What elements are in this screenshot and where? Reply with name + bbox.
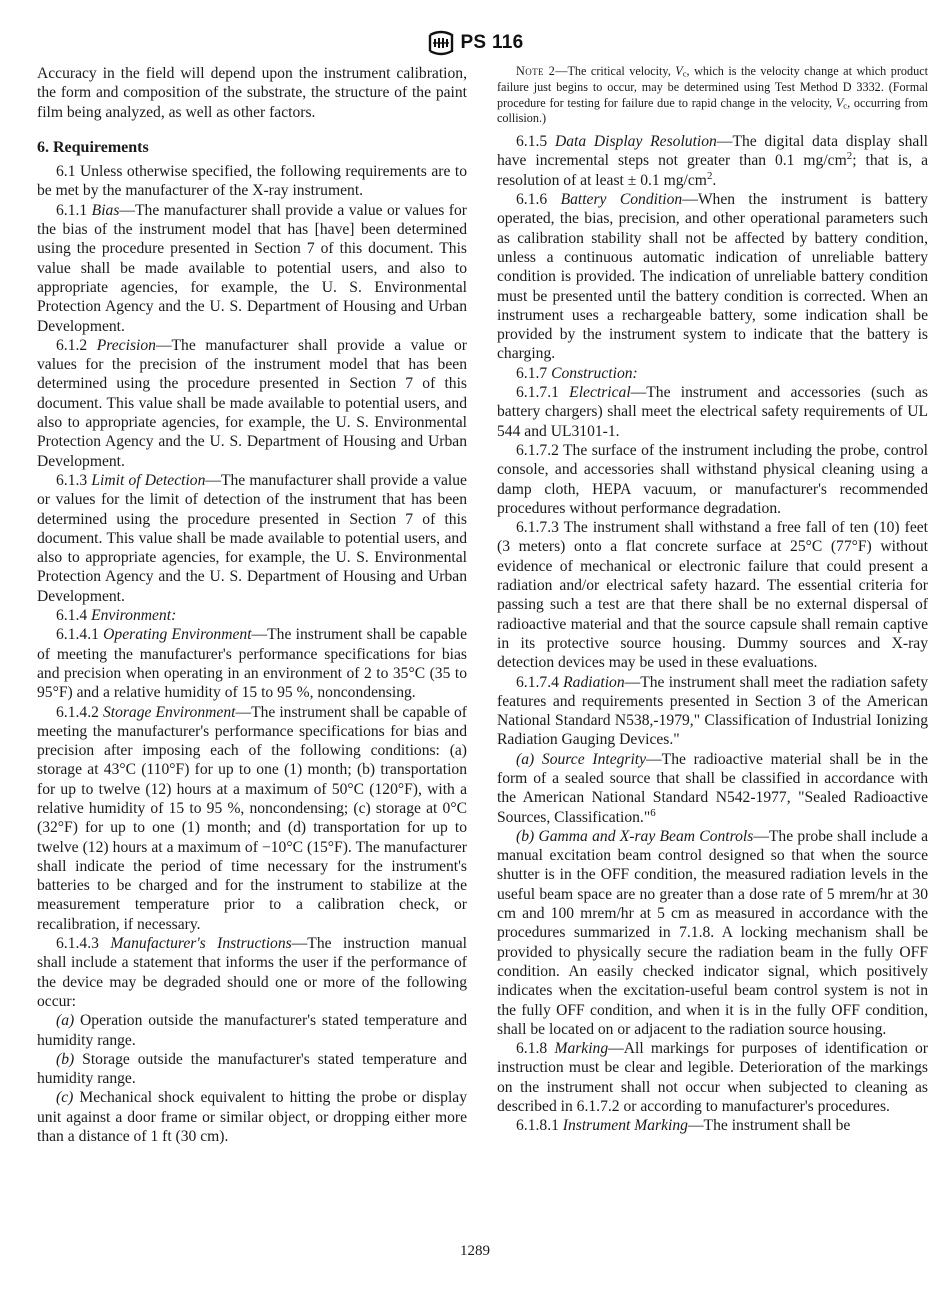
paragraph-6-1-6: 6.1.6 Battery Condition—When the instrument is battery operated, the bias, precision, and other operational parameters such as calibration stability shall not be affected by battery condition, unless a continuous automatic indication of unreliable battery condition is provided. The indication of unreliable battery condition must be presented until the battery condition is corrected. When an instrument uses a rechargeable battery, some indication shall be provided by the instrument system to indicate that the battery is charging.	[497, 191, 928, 363]
paragraph-6-1-5: 6.1.5 Data Display Resolution—The digital data display shall have incremental steps not greater than 0.1 $mg/cm^2$; that is, a resolution of at least ± 0.1 $mg/cm^2$.	[497, 133, 928, 189]
paragraph-6-1-4-2: 6.1.4.2 Storage Environment—The instrument shall be capable of meeting the manufacturer's performance specifications for bias and precision after imposing each of the following conditions: (a) storage at 43°C (110°F) for up to one (1) month; (b) transportation for up to twelve (12) hours at a maximum of 50°C (120°F), with a relative humidity of 15 to 95 %, noncondensing; (c) storage at 0°C (32°F) for up to one (1) month; and (d) transportation for up to twelve (12) hours at a maximum of −10°C (15°F). The manufacturer shall indicate the period of time necessary for the instrument's batteries to be charged and for the instrument to stabilize at the measurement temperature prior to a calibration check, or recalibration, if necessary.	[37, 703, 467, 933]
paragraph-6-1-2: 6.1.2 Precision—The manufacturer shall provide a value or values for the precision of the instrument model that has been determined using the procedure presented in Section 7 of this document. This value shall be made available to potential users, and also to appropriate agencies, for example, the U. S. Environmental Protection Agency and the U. S. Department of Housing and Urban Development.	[37, 336, 467, 470]
page-header	[0, 30, 950, 61]
list-item-a: (a) Operation outside the manufacturer's stated temperature and humidity range.	[37, 1012, 467, 1049]
right-column	[497, 64, 928, 1136]
paragraph-6-1-8: 6.1.8 Marking—All markings for purposes of identification or instruction must be clear and legible. Deterioration of the markings on the instrument shall not occur when subjected to cleaning as described in 6.1.7.2 or according to manufacturer's procedures.	[497, 1040, 928, 1116]
list-item-c: (c) Mechanical shock equivalent to hitting the probe or display unit against a door frame or similar object, or dropping either more than a distance of 1 ft (30 cm).	[37, 1089, 467, 1146]
list-item-beam-controls: (b) Gamma and X-ray Beam Controls—The probe shall include a manual excitation beam control designed so that when the source shutter is in the OFF condition, the measured radiation levels in the useful beam space are no greater than a dose rate of 5 mrem/hr at 30 cm and 100 mrem/hr at 5 cm as measured in accordance with the procedures summarized in 7.1.8. A locking mechanism shall be provided to physically secure the radiation beam in the fully OFF condition. An easily checked indicator signal, which positively indicates when the excitation-useful beam control system is not in the fully OFF condition, and when it is in the fully OFF condition, shall be located on or adjacent to the radiation source housing.	[497, 827, 928, 1038]
page-number: 1289	[460, 1243, 490, 1259]
paragraph-6-1-4-1: 6.1.4.1 Operating Environment—The instrument shall be capable of meeting the manufacturer's performance specifications for bias and precision when operating in an environment of 2 to 35°C (35 to 95°F) and a relative humidity of 15 to 95 %, noncondensing.	[37, 626, 467, 702]
note-2: Note 2—The critical velocity, $V_c$, which is the velocity change at which product failure just begins to occur, may be determined using Test Method D 3332. (Formal procedure for testing for failure due to rapid change in the velocity, $V_c$, occurring from collision.)	[497, 64, 929, 126]
paragraph-6-1-7-4: 6.1.7.4 Radiation—The instrument shall meet the radiation safety features and requirements presented in Section 3 of the American National Standard N538,-1979," Classification of Industrial Ionizing Radiation Gauging Devices."	[497, 673, 929, 749]
intro-paragraph: Accuracy in the field will depend upon the instrument calibration, the form and composition of the substrate, the structure of the paint film being analyzed, as well as other factors.	[37, 65, 467, 121]
paragraph-6-1-4-3: 6.1.4.3 Manufacturer's Instructions—The instruction manual shall include a statement that informs the user if the performance of the device may be degraded should one or more of the following occur:	[37, 935, 467, 1010]
paragraph-6-1-7: 6.1.7 Construction:	[516, 364, 638, 382]
left-column	[37, 64, 467, 1146]
document-id: PS 116	[460, 32, 524, 53]
paragraph-6-1: 6.1 Unless otherwise specified, the following requirements are to be met by the manufacturer of the X-ray instrument.	[37, 163, 467, 200]
paragraph-6-1-7-2: 6.1.7.2 The surface of the instrument including the probe, control console, and accessories shall withstand physical cleaning using a damp cloth, HEPA vacuum, or manufacturer's recommended procedures without performance degradation.	[497, 441, 928, 517]
paragraph-6-1-7-3: 6.1.7.3 The instrument shall withstand a free fall of ten (10) feet (3 meters) onto a flat concrete surface at 25°C (77°F) without evidence of mechanical or electronic failure that could present a radiation and/or electrical safety hazard. The essential criteria for passing such a test are that there shall be no external dispersal of radioactive material and that the source capsule shall remain captive in its protective source housing. Dummy sources and X-ray detection devices may be used in these evaluations.	[497, 519, 928, 672]
paragraph-6-1-4: 6.1.4 Environment:	[56, 607, 177, 625]
section-heading: 6. Requirements	[37, 138, 149, 156]
paragraph-6-1-1: 6.1.1 Bias—The manufacturer shall provide a value or values for the bias of the instrument model that has [have] been determined using the procedure presented in Section 7 of this document. This value shall be made available to potential users, and also to appropriate agencies, for example, the U. S. Environmental Protection Agency and the U. S. Department of Housing and Urban Development.	[37, 201, 467, 335]
astm-logo-icon	[426, 30, 456, 56]
paragraph-6-1-8-1: 6.1.8.1 Instrument Marking—The instrument shall be	[516, 1117, 851, 1135]
list-item-b: (b) Storage outside the manufacturer's stated temperature and humidity range.	[37, 1050, 467, 1088]
list-item-source-integrity: (a) Source Integrity—The radioactive material shall be in the form of a sealed source that shall be classified in accordance with the American National Standard N542-1977, "Sealed Radioactive Sources, Classification."$^6$	[497, 750, 928, 826]
paragraph-6-1-7-1: 6.1.7.1 Electrical—The instrument and accessories (such as battery chargers) shall meet the electrical safety requirements of UL 544 and UL3101-1.	[497, 384, 929, 440]
paragraph-6-1-3: 6.1.3 Limit of Detection—The manufacturer shall provide a value or values for the limit of detection of the instrument that has been determined using the procedure presented in Section 7 of this document. This value shall be made available to potential users, and also to appropriate agencies, for example, the U. S. Environmental Protection Agency and the U. S. Department of Housing and Urban Development.	[37, 471, 467, 605]
